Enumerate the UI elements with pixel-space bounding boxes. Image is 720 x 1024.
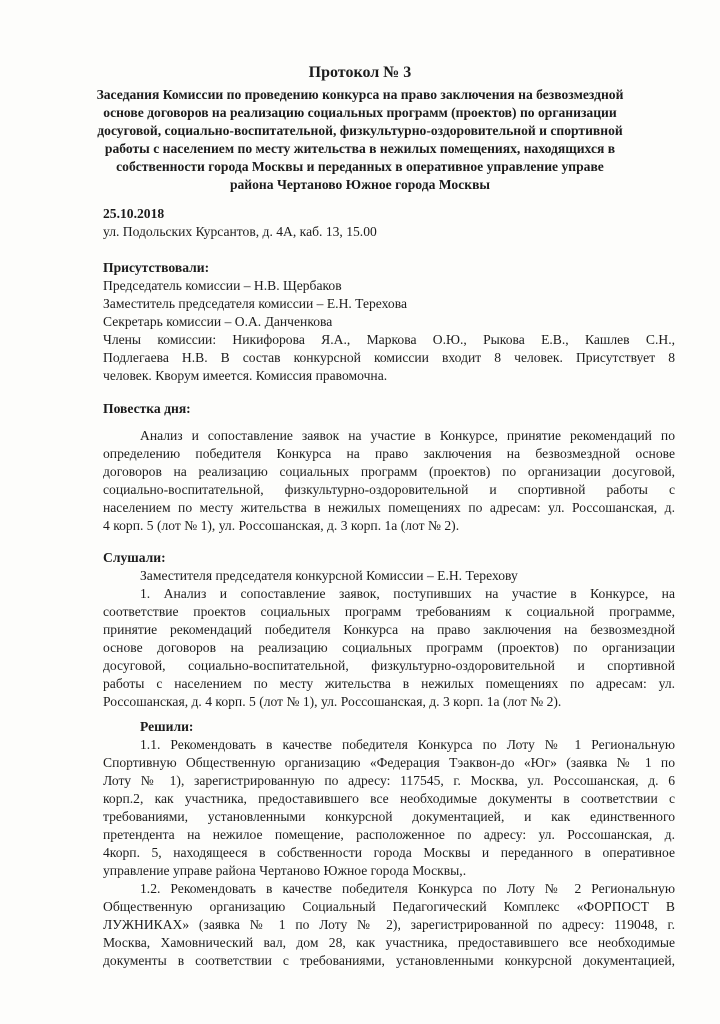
present-line: Члены комиссии: Никифорова Я.А., Маркова О.Ю., Рыкова Е.В., Кашлев С.Н.,	[103, 332, 675, 347]
decision-line: 1.2. Рекомендовать в качестве победителя Конкурса по Лоту № 2 Региональную	[140, 881, 675, 896]
decision-line: ЛУЖНИКАХ» (заявка № 1 по Лоту № 2), зарегистрированной по адресу: 119048, г.	[103, 917, 675, 932]
heard-speaker: Заместителя председателя конкурсной Комиссии – Е.Н. Терехову	[140, 568, 518, 583]
decided-label: Решили:	[140, 719, 194, 734]
agenda-line: определению победителя Конкурса на право заключения на безвозмездной основе	[103, 446, 675, 461]
present-line: Заместитель председателя комиссии – Е.Н. Терехова	[103, 296, 407, 311]
meeting-place: ул. Подольских Курсантов, д. 4А, каб. 13, 15.00	[103, 224, 377, 239]
heading-line: работы с населением по месту жительства в нежилых помещениях, находящихся в	[104, 141, 616, 156]
agenda-line: Анализ и сопоставление заявок на участие в Конкурсе, принятие рекомендаций по	[140, 428, 675, 443]
agenda-line: 4 корп. 5 (лот № 1), ул. Россошанская, д. 3 корп. 1а (лот № 2).	[103, 518, 460, 533]
heard-line: соответствие проектов социальных программ требованиям к социальной программе,	[103, 604, 675, 619]
heard-label: Слушали:	[103, 550, 166, 565]
decision-line: Общественную организацию Социальный Педагогический Комплекс «ФОРПОСТ В	[103, 899, 675, 914]
heard-line: работы с населением по месту жительства в нежилых помещениях по адресам: ул.	[103, 676, 675, 691]
heard-line: принятие рекомендаций победителя Конкурса на право заключения на безвозмездной	[103, 622, 675, 637]
heading-line: района Чертаново Южное города Москвы	[229, 177, 491, 192]
present-line: человек. Кворум имеется. Комиссия правомочна.	[103, 368, 388, 383]
meeting-date: 25.10.2018	[103, 206, 165, 221]
heard-line: Россошанская, д. 4 корп. 5 (лот № 1), ул. Россошанская, д. 3 корп. 1а (лот № 2).	[103, 694, 562, 709]
present-line: Председатель комиссии – Н.В. Щербаков	[103, 278, 342, 293]
heading-line: основе договоров на реализацию социальных программ (проектов) по организации	[103, 105, 617, 120]
present-line: Секретарь комиссии – О.А. Данченкова	[103, 314, 333, 329]
agenda-line: населением по месту жительства в нежилых помещениях по адресам: ул. Россошанская, д.	[103, 500, 675, 515]
document-title: Протокол № 3	[308, 64, 412, 81]
decision-line: Спортивную Общественную организацию «Федерация Тэаквон-до «Юг» (заявка № 1 по	[103, 755, 675, 770]
decision-line: требованиями, установленными конкурсной документацией, и как единственного	[103, 809, 675, 824]
agenda-line: социально-воспитательной, физкультурно-оздоровительной и спортивной работы с	[103, 482, 675, 497]
decision-line: 4корп. 5, находящееся в собственности города Москвы и переданного в оперативное	[103, 845, 675, 860]
present-label: Присутствовали:	[103, 260, 210, 275]
decision-line: Лоту № 1), зарегистрированную по адресу: 117545, г. Москва, ул. Россошанская, д. 6	[103, 773, 675, 788]
heard-line: основе договоров на реализацию социальных программ (проектов) по организации	[103, 640, 675, 655]
present-line: Подлегаева Н.В. В состав конкурсной комиссии входит 8 человек. Присутствует 8	[103, 350, 675, 365]
decision-line: управление управе района Чертаново Южное города Москвы,.	[103, 863, 467, 878]
decision-line: корп.2, как участника, предоставившего все необходимые документы в соответствии с	[103, 791, 675, 806]
heard-line: 1. Анализ и сопоставление заявок, поступивших на участие в Конкурсе, на	[140, 586, 675, 601]
decision-line: Москва, Хамовнический вал, дом 28, как участника, предоставившего все необходимые	[103, 935, 675, 950]
agenda-label: Повестка дня:	[103, 401, 191, 416]
agenda-line: договоров на реализацию социальных программ (проектов) по организации досуговой,	[103, 464, 675, 479]
heading-line: собственности города Москвы и переданных в оперативное управление управе	[116, 159, 604, 174]
heading-line: Заседания Комиссии по проведению конкурса на право заключения на безвозмездной	[96, 87, 624, 102]
heading-line: досуговой, социально-воспитательной, физкультурно-оздоровительной и спортивной	[97, 123, 623, 138]
decision-line: документы в соответствии с требованиями, установленными конкурсной документацией,	[103, 953, 675, 968]
heard-line: досуговой, социально-воспитательной, физкультурно-оздоровительной и спортивной	[103, 658, 675, 673]
decision-line: претендента на нежилое помещение, расположенное по адресу: ул. Россошанская, д.	[103, 827, 675, 842]
decision-line: 1.1. Рекомендовать в качестве победителя Конкурса по Лоту № 1 Региональную	[140, 737, 675, 752]
